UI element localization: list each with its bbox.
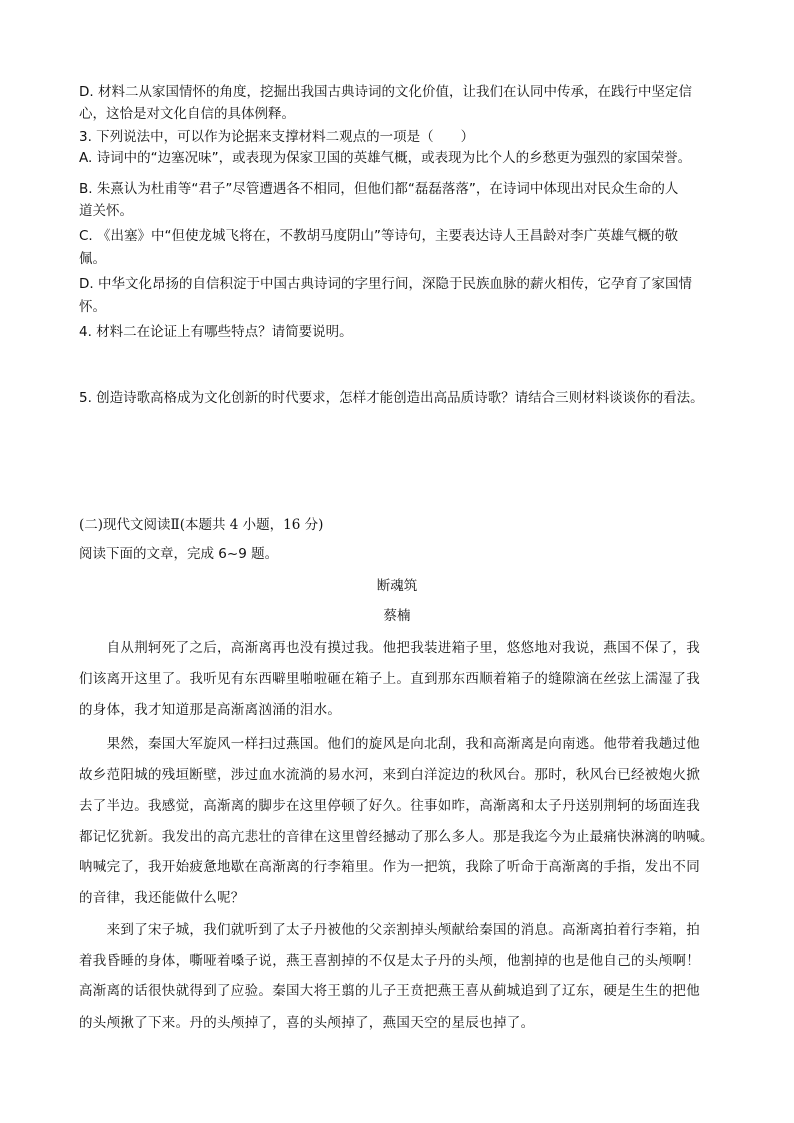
story-author: 蔡楠 bbox=[383, 608, 411, 624]
story-line: 果然，秦国大军旋风一样扫过燕国。他们的旋风是向北刮，我和高渐离是向南逃。他带着我趟过他 bbox=[79, 736, 700, 752]
option-a: A. 诗词中的“边塞况味”，或表现为保家卫国的英雄气概，或表现为比个人的乡愁更为强烈的家国荣誉。 bbox=[79, 150, 692, 166]
story-line: 都记忆犹新。我发出的高亢悲壮的音律在这里曾经撼动了那么多人。那是我迄今为止最痛快淋漓的呐喊。 bbox=[79, 829, 714, 845]
story-line: 高渐离的话很快就得到了应验。秦国大将王翦的儿子王贲把燕王喜从蓟城追到了辽东，硬是生生的把他 bbox=[79, 983, 700, 999]
text-line: 道关怀。 bbox=[79, 203, 133, 219]
section-heading: (二)现代文阅读Ⅱ(本题共 4 小题，16 分) bbox=[79, 517, 324, 533]
story-line: 的头颅揪了下来。丹的头颅掉了，喜的头颅掉了，燕国天空的星辰也掉了。 bbox=[79, 1015, 535, 1031]
story-line: 来到了宋子城，我们就听到了太子丹被他的父亲割掉头颅献给秦国的消息。高渐离拍着行李箱，拍 bbox=[79, 922, 700, 938]
story-line: 着我昏睡的身体，嘶哑着嗓子说，燕王喜割掉的不仅是太子丹的头颅，他割掉的也是他自己的头颅啊！ bbox=[79, 953, 700, 969]
story-line: 呐喊完了，我开始疲惫地歇在高渐离的行李箱里。作为一把筑，我除了听命于高渐离的手指，发出不同 bbox=[79, 859, 700, 875]
text-line: B. 朱熹认为杜甫等“君子”尽管遭遇各不相同，但他们都“磊磊落落”，在诗词中体现出对民众生命的人 bbox=[79, 181, 679, 197]
text-line: 心，这恰是对文化自信的具体例释。 bbox=[79, 106, 295, 122]
story-line: 们该离开这里了。我听见有东西噼里啪啦砸在箱子上。直到那东西顺着箱子的缝隙滴在丝弦上濡湿了我 bbox=[79, 671, 700, 687]
story-line: 的音律，我还能做什么呢？ bbox=[79, 890, 245, 906]
story-line: 的身体，我才知道那是高渐离汹涌的泪水。 bbox=[79, 702, 342, 718]
text-line: D. 材料二从家国情怀的角度，挖掘出我国古典诗词的文化价值，让我们在认同中传承，在践行中坚定信 bbox=[79, 84, 692, 100]
story-line: 自从荆轲死了之后，高渐离再也没有摸过我。他把我装进箱子里，悠悠地对我说，燕国不保了，我 bbox=[79, 640, 700, 656]
story-line: 故乡范阳城的残垣断壁，涉过血水流淌的易水河，来到白洋淀边的秋风台。那时，秋风台已经被炮火掀 bbox=[79, 767, 700, 783]
question-5: 5. 创造诗歌高格成为文化创新的时代要求，怎样才能创造出高品质诗歌？请结合三则材料谈谈你的看法。 bbox=[79, 390, 704, 406]
text-line: 佩。 bbox=[79, 251, 106, 267]
story-line: 去了半边。我感觉，高渐离的脚步在这里停顿了好久。往事如昨，高渐离和太子丹送别荆轲的场面连我 bbox=[79, 798, 700, 814]
text-line: 怀。 bbox=[79, 299, 106, 315]
question-4: 4. 材料二在论证上有哪些特点？请简要说明。 bbox=[79, 324, 353, 340]
question-3: 3. 下列说法中，可以作为论据来支撑材料二观点的一项是（ ） bbox=[79, 129, 475, 145]
text-line: C. 《出塞》中“但使龙城飞将在，不教胡马度阴山”等诗句，主要表达诗人王昌龄对李广英雄气概的敬 bbox=[79, 228, 678, 244]
text-line: D. 中华文化昂扬的自信积淀于中国古典诗词的字里行间，深隐于民族血脉的薪火相传，它孕育了家国情 bbox=[79, 276, 692, 292]
story-title: 断魂筑 bbox=[376, 578, 418, 594]
section-instruction: 阅读下面的文章，完成 6~9 题。 bbox=[79, 546, 279, 562]
